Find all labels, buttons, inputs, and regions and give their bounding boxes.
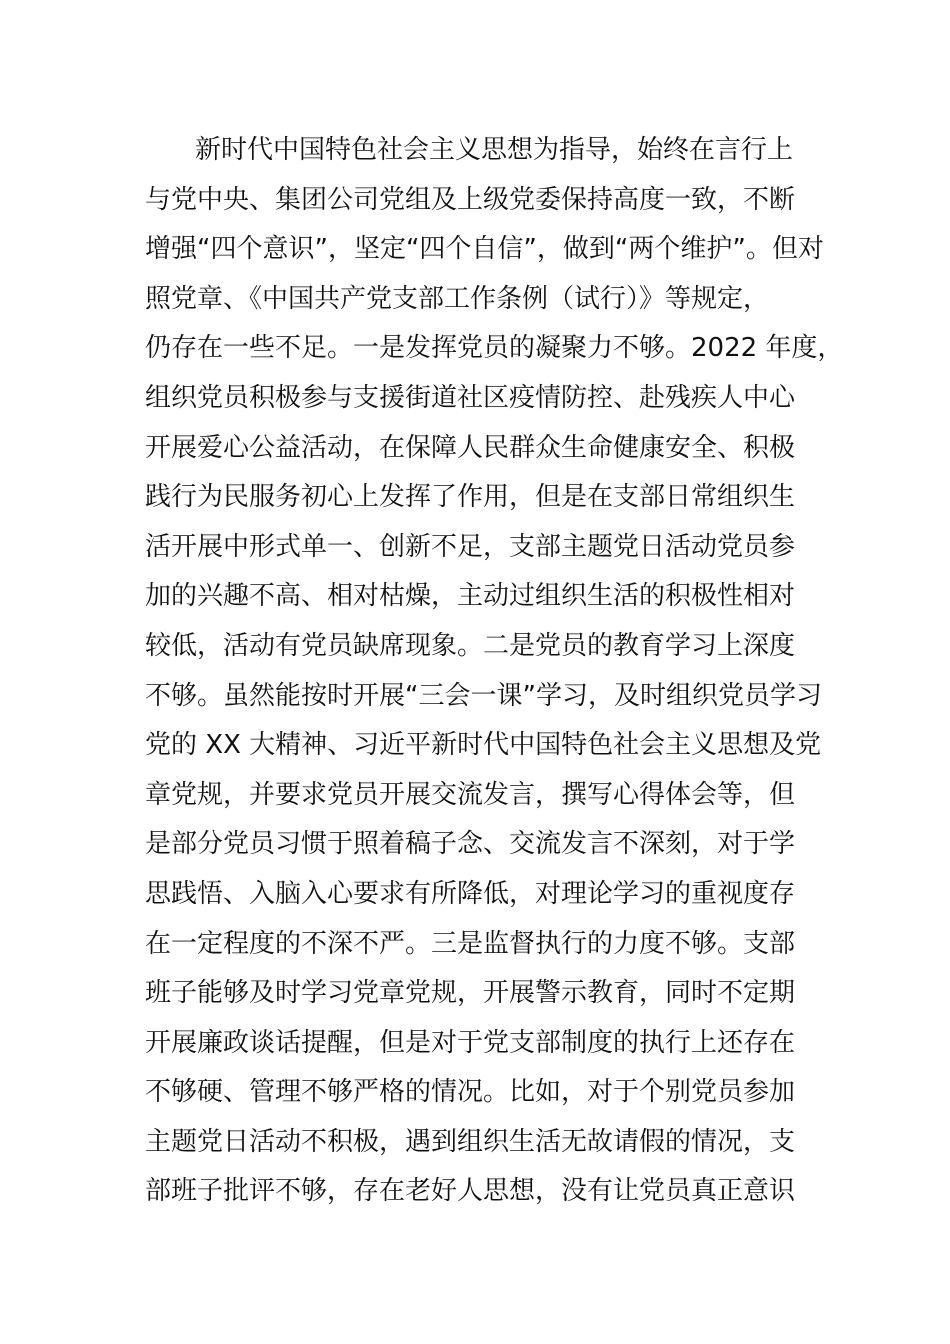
text-line: 班子能够及时学习党章党规，开展警示教育，同时不定期	[145, 978, 796, 1009]
text-line: 思践悟、入脑入心要求有所降低，对理论学习的重视度存	[145, 878, 796, 909]
text-line: 章党规，并要求党员开展交流发言，撰写心得体会等，但	[145, 779, 796, 810]
text-line: 主题党日活动不积极，遇到组织生活无故请假的情况，支	[145, 1126, 796, 1157]
text-line: 党的 XX 大精神、习近平新时代中国特色社会主义思想及党	[145, 730, 822, 761]
text-line: 照党章、《中国共产党支部工作条例（试行）》等规定，	[145, 283, 770, 314]
body-text	[145, 126, 845, 1217]
text-line: 增强“四个意识”，坚定“四个自信”，做到“两个维护”。但对	[145, 234, 824, 265]
text-line: 开展廉政谈话提醒，但是对于党支部制度的执行上还存在	[145, 1027, 796, 1058]
text-line: 较低，活动有党员缺席现象。二是党员的教育学习上深度	[145, 630, 796, 661]
text-line: 仍存在一些不足。一是发挥党员的凝聚力不够。2022 年度，	[145, 333, 844, 364]
text-line: 是部分党员习惯于照着稿子念、交流发言不深刻，对于学	[145, 829, 796, 860]
text-line: 部班子批评不够，存在老好人思想，没有让党员真正意识	[145, 1176, 796, 1207]
text-line: 新时代中国特色社会主义思想为指导，始终在言行上	[195, 135, 794, 165]
text-line: 不够。虽然能按时开展“三会一课”学习，及时组织党员学习	[145, 680, 822, 711]
text-line: 组织党员积极参与支援街道社区疫情防控、赴残疾人中心	[145, 382, 796, 413]
text-line: 不够硬、管理不够严格的情况。比如，对于个别党员参加	[145, 1077, 796, 1108]
text-line: 与党中央、集团公司党组及上级党委保持高度一致，不断	[145, 184, 796, 215]
text-line: 加的兴趣不高、相对枯燥，主动过组织生活的积极性相对	[145, 581, 796, 612]
text-line: 在一定程度的不深不严。三是监督执行的力度不够。支部	[145, 928, 796, 959]
text-line: 践行为民服务初心上发挥了作用，但是在支部日常组织生	[145, 482, 796, 513]
text-line: 活开展中形式单一、创新不足，支部主题党日活动党员参	[145, 531, 796, 562]
text-line: 开展爱心公益活动，在保障人民群众生命健康安全、积极	[145, 432, 796, 463]
